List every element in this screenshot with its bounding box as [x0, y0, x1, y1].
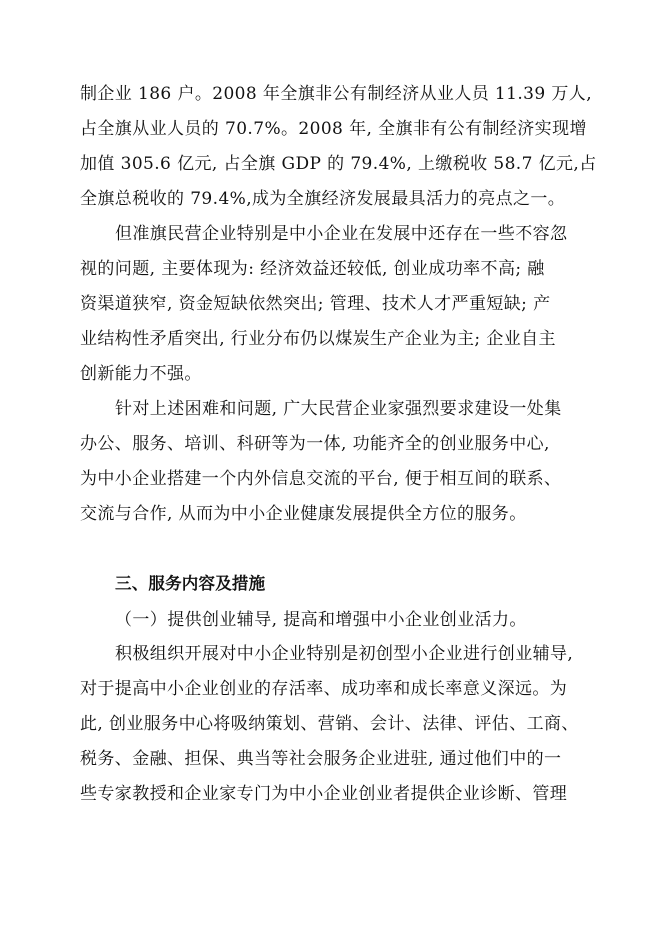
body-line-3: 加值 305.6 亿元, 占全旗 GDP 的 79.4%, 上缴税收 58.7 亿元,占 — [80, 154, 597, 174]
body-line-1: 制企业 186 户。2008 年全旗非公有制经济从业人员 11.39 万人, — [80, 84, 593, 104]
body-line-7: 资渠道狭窄, 资金短缺依然突出; 管理、技术人才严重短缺; 产 — [80, 294, 551, 314]
body-line-12: 为中小企业搭建一个内外信息交流的平台, 便于相互间的联系、 — [80, 469, 562, 489]
body-line-10: 针对上述困难和问题, 广大民营企业家强烈要求建设一处集 — [115, 399, 562, 419]
body-line-2: 占全旗从业人员的 70.7%。2008 年, 全旗非有公有制经济实现增 — [80, 119, 587, 139]
body-line-13: 交流与合作, 从而为中小企业健康发展提供全方位的服务。 — [80, 504, 527, 524]
section-heading: 三、服务内容及措施 — [115, 574, 266, 593]
body-line-5: 但准旗民营企业特别是中小企业在发展中还存在一些不容忽 — [115, 224, 568, 244]
body-line-6: 视的问题, 主要体现为: 经济效益还较低, 创业成功率不高; 融 — [80, 259, 545, 279]
body-line-14: 积极组织开展对中小企业特别是初创型小企业进行创业辅导, — [115, 644, 574, 664]
body-line-17: 税务、金融、担保、典当等社会服务企业进驻, 通过他们中的一 — [80, 749, 562, 769]
body-line-18: 些专家教授和企业家专门为中小企业创业者提供企业诊断、管理 — [80, 784, 568, 804]
body-line-8: 业结构性矛盾突出, 行业分布仍以煤炭生产企业为主; 企业自主 — [80, 329, 556, 349]
body-line-4: 全旗总税收的 79.4%,成为全旗经济发展最具活力的亮点之一。 — [80, 189, 566, 209]
body-line-11: 办公、服务、培训、科研等为一体, 功能齐全的创业服务中心, — [80, 434, 550, 454]
subsection-heading: （一）提供创业辅导, 提高和增强中小企业创业活力。 — [115, 610, 527, 630]
body-line-9: 创新能力不强。 — [80, 364, 202, 384]
body-line-16: 此, 创业服务中心将吸纳策划、营销、会计、法律、评估、工商、 — [80, 714, 579, 734]
body-line-15: 对于提高中小企业创业的存活率、成功率和成长率意义深远。为 — [80, 679, 568, 699]
